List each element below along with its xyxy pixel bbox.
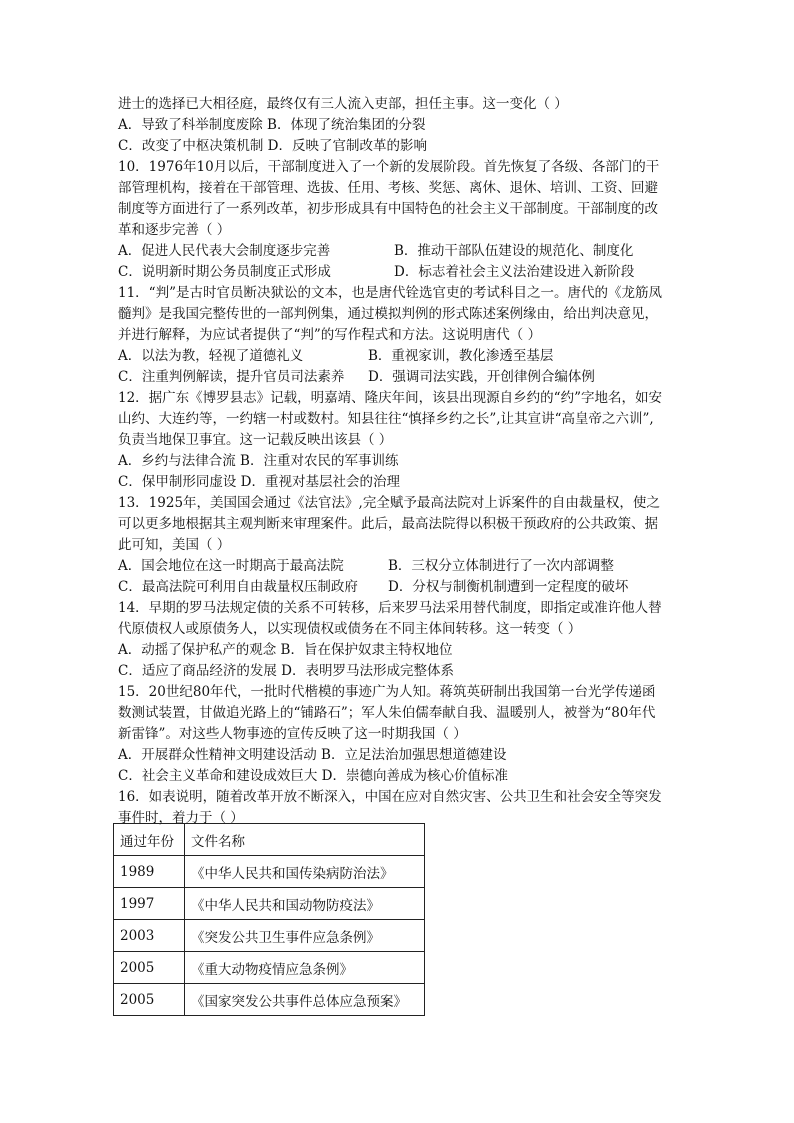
q13-stem-line: 此可知，美国（ ） [118,537,231,553]
table-row [114,952,425,984]
question-text [118,94,682,829]
q12-stem-line: 山约、大连约等，一约辖一村或数村。知县往往“慎择乡约之长”,让其宣讲“高皇帝之六训”, [118,411,654,427]
table-row [114,856,425,888]
q13-option-c: C．最高法院可利用自由裁量权压制政府 [118,579,358,595]
q16-stem-line: 16．如表说明，随着改革开放不断深入，中国在应对自然灾害、公共卫生和社会安全等突发 [118,789,662,805]
q13-option-a: A．国会地位在这一时期高于最高法院 [118,558,344,574]
q11-stem-line: 11．“判”是古时官员断决狱讼的文本，也是唐代铨选官吏的考试科目之一。唐代的《龙筋凤 [118,285,662,301]
table-cell-year: 2005 [114,952,185,984]
table-row [114,920,425,952]
q15-options-cd: C．社会主义革命和建设成效巨大 D．崇德向善成为核心价值标准 [118,768,508,784]
q15-stem-line: 新雷锋”。对这些人物事迹的宣传反映了这一时期我国（ ） [118,726,467,742]
q14-options-cd: C．适应了商品经济的发展 D．表明罗马法形成完整体系 [118,663,454,679]
table-cell-document: 《突发公共卫生事件应急条例》 [185,920,425,952]
table-header-document: 文件名称 [185,824,425,856]
q10-option-c: C．说明新时期公务员制度正式形成 [118,264,331,280]
table-cell-year: 1989 [114,856,185,888]
q13-options-ab [118,556,682,577]
law-table [113,823,425,1016]
q9-options-cd: C．改变了中枢决策机制 D．反映了官制改革的影响 [118,138,427,154]
q13-stem-line: 13．1925年，美国国会通过《法官法》,完全赋予最高法院对上诉案件的自由裁量权，使之 [118,495,660,511]
q10-options-ab [118,241,682,262]
q10-option-a: A．促进人民代表大会制度逐步完善 [118,243,331,259]
q11-option-c: C．注重判例解读，提升官员司法素养 [118,369,345,385]
table-cell-document: 《重大动物疫情应急条例》 [185,952,425,984]
q11-option-d: D．强调司法实践，开创律例合编体例 [368,369,595,385]
table-header-year: 通过年份 [114,824,185,856]
q12-options-cd: C．保甲制形同虚设 D．重视对基层社会的治理 [118,474,400,490]
q11-stem-line: 并进行解释，为应试者提供了“判”的写作程式和方法。这说明唐代（ ） [118,327,542,343]
q12-options-ab: A．乡约与法律合流 B．注重对农民的军事训练 [118,453,399,469]
q13-options-cd [118,577,682,598]
table-header-row [114,824,425,856]
table-cell-year: 1997 [114,888,185,920]
q9-stem-tail: 进士的选择已大相径庭，最终仅有三人流入吏部，担任主事。这一变化（ ） [118,96,568,112]
q10-options-cd [118,262,682,283]
q13-stem-line: 可以更多地根据其主观判断来审理案件。此后，最高法院得以积极干预政府的公共政策、据 [118,516,658,532]
q10-stem-line: 革和逐步完善（ ） [118,222,231,238]
q10-option-b: B．推动干部队伍建设的规范化、制度化 [394,243,634,259]
q11-option-a: A．以法为教，轻视了道德礼义 [118,348,304,364]
q13-option-b: B．三权分立体制进行了一次内部调整 [388,558,614,574]
table-cell-year: 2003 [114,920,185,952]
table-row [114,888,425,920]
q11-options-ab [118,346,682,367]
q11-options-cd [118,367,682,388]
q10-stem-line: 10．1976年10月以后，干部制度进入了一个新的发展阶段。首先恢复了各级、各部门的干 [118,159,660,175]
q14-options-ab: A．动摇了保护私产的观念 B．旨在保护奴隶主特权地位 [118,642,453,658]
q11-option-b: B．重视家训，教化渗透至基层 [368,348,554,364]
table-cell-year: 2005 [114,984,185,1016]
q16-stem-line: 事件时，着力于（ ） [118,810,244,826]
table-cell-document: 《国家突发公共事件总体应急预案》 [185,984,425,1016]
q12-stem-line: 12．据广东《博罗县志》记载，明嘉靖、隆庆年间，该县出现源自乡约的“约”字地名，如安 [118,390,662,406]
q14-stem-line: 代原债权人或原债务人，以实现债权或债务在不同主体间转移。这一转变（ ） [118,621,582,637]
q14-stem-line: 14．早期的罗马法规定债的关系不可转移，后来罗马法采用替代制度，即指定或准许他人替 [118,600,662,616]
q15-options-ab: A．开展群众性精神文明建设活动 B．立足法治加强思想道德建设 [118,747,507,763]
q12-stem-line: 负责当地保卫事宜。这一记载反映出该县（ ） [118,432,393,448]
table-cell-document: 《中华人民共和国动物防疫法》 [185,888,425,920]
q11-stem-line: 髓判》是我国完整传世的一部判例集，通过模拟判例的形式陈述案例缘由，给出判决意见， [118,306,658,322]
q13-option-d: D．分权与制衡机制遭到一定程度的破坏 [388,579,629,595]
q10-option-d: D．标志着社会主义法治建设进入新阶段 [394,264,635,280]
q10-stem-line: 制度等方面进行了一系列改革，初步形成具有中国特色的社会主义干部制度。干部制度的改 [118,201,658,217]
table-cell-document: 《中华人民共和国传染病防治法》 [185,856,425,888]
table-row [114,984,425,1016]
q15-stem-line: 15．20世纪80年代，一批时代楷模的事迹广为人知。蒋筑英研制出我国第一台光学传递函 [118,684,656,700]
q9-options-ab: A．导致了科举制度废除 B．体现了统治集团的分裂 [118,117,426,133]
q15-stem-line: 数测试装置，甘做追光路上的“铺路石”；军人朱伯儒奉献自我、温暖别人，被誉为“80年代 [118,705,656,721]
q10-stem-line: 部管理机构，接着在干部管理、选拔、任用、考核、奖惩、离休、退休、培训、工资、回避 [118,180,658,196]
